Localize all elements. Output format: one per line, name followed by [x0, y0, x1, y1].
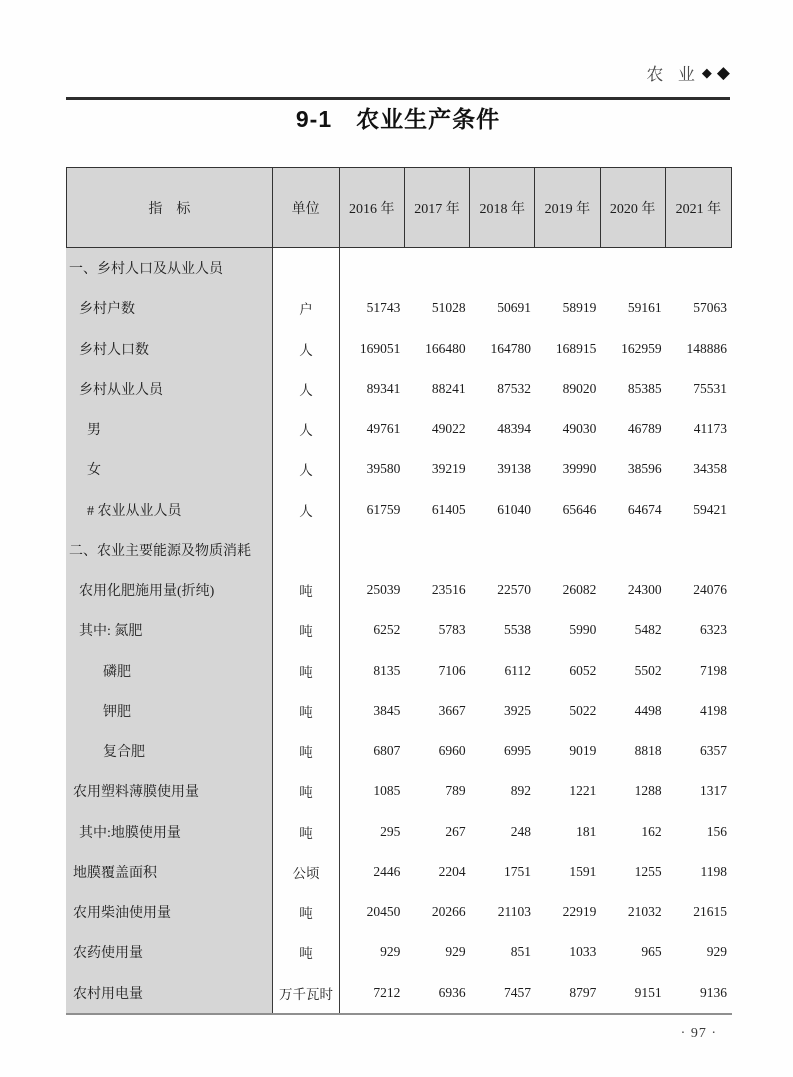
value-cell: 39580: [366, 461, 401, 477]
value-cell: 6112: [504, 662, 531, 678]
unit-cell: 吨: [273, 610, 340, 650]
value-cell: 168915: [555, 340, 597, 356]
value-cell: 61040: [497, 501, 531, 517]
unit-cell: 吨: [273, 812, 340, 852]
value-cell: 295: [380, 823, 401, 839]
table-row: [66, 288, 732, 328]
diamond-icon-small: ◆: [701, 65, 712, 80]
value-cell: [536, 530, 601, 570]
value-cell: 6252: [373, 622, 401, 638]
value-cell: 164780: [490, 340, 531, 356]
value-cell: 6323: [699, 622, 727, 638]
value-cell: 41173: [693, 421, 727, 437]
unit-cell: 人: [273, 369, 340, 409]
header-rule: [66, 97, 730, 100]
value-cell: 23516: [431, 582, 466, 598]
value-cell: 1255: [634, 863, 662, 879]
value-cell: 21032: [627, 904, 662, 920]
value-cell: 156: [706, 823, 727, 839]
value-cell: 50691: [497, 300, 531, 316]
table-row: [66, 892, 732, 932]
value-cell: 51743: [366, 300, 401, 316]
table-row: [66, 852, 732, 892]
value-cell: 38596: [627, 461, 662, 477]
header-year-2019: 2019 年: [535, 168, 600, 247]
value-cell: 5783: [438, 622, 466, 638]
value-cell: 5022: [569, 702, 597, 718]
value-cell: 59161: [627, 300, 662, 316]
data-table: [66, 167, 732, 1015]
header-indicator: 指 标: [67, 168, 273, 247]
unit-cell: 吨: [273, 731, 340, 771]
value-cell: 1317: [699, 783, 727, 799]
value-cell: 89020: [562, 380, 597, 396]
indicator-cell: 农药使用量: [66, 932, 273, 972]
value-cell: 6995: [503, 743, 531, 759]
table-row: [66, 449, 732, 489]
value-cell: 21103: [497, 904, 531, 920]
unit-cell: 户: [273, 288, 340, 328]
page-title: 9-1 农业生产条件: [295, 106, 501, 132]
value-cell: 9019: [569, 743, 597, 759]
value-cell: [667, 530, 732, 570]
indicator-cell: 乡村人口数: [66, 329, 273, 369]
value-cell: 64674: [627, 501, 662, 517]
value-cell: 5502: [634, 662, 662, 678]
table-row: [66, 691, 732, 731]
indicator-cell: 钾肥: [66, 691, 273, 731]
indicator-cell: 磷肥: [66, 651, 273, 691]
table-row: [66, 932, 732, 972]
value-cell: 3925: [503, 702, 531, 718]
table-row: [66, 973, 732, 1013]
value-cell: 34358: [693, 461, 727, 477]
value-cell: 9151: [634, 984, 662, 1000]
value-cell: 1033: [569, 944, 597, 960]
value-cell: 88241: [431, 380, 466, 396]
value-cell: [601, 248, 666, 288]
value-cell: [601, 530, 666, 570]
diamond-icon-large: ◆: [716, 63, 730, 82]
value-cell: 48394: [497, 421, 531, 437]
table-row: [66, 329, 732, 369]
table-row: [66, 530, 732, 570]
unit-cell: 人: [273, 329, 340, 369]
value-cell: 39138: [497, 461, 531, 477]
value-cell: 6936: [438, 984, 466, 1000]
value-cell: 3667: [438, 702, 466, 718]
table-header-row: [66, 167, 732, 248]
value-cell: 3845: [373, 702, 401, 718]
table-row: [66, 570, 732, 610]
value-cell: [340, 248, 405, 288]
value-cell: 5538: [503, 622, 531, 638]
value-cell: 1221: [569, 783, 597, 799]
unit-cell: 吨: [273, 691, 340, 731]
value-cell: 6960: [438, 743, 466, 759]
value-cell: 2446: [373, 863, 401, 879]
value-cell: 20266: [431, 904, 466, 920]
unit-cell: [273, 530, 340, 570]
indicator-cell: 其中:地膜使用量: [66, 812, 273, 852]
value-cell: 49761: [366, 421, 401, 437]
value-cell: 22570: [497, 582, 531, 598]
value-cell: 85385: [627, 380, 662, 396]
value-cell: 162: [641, 823, 662, 839]
indicator-cell: 地膜覆盖面积: [66, 852, 273, 892]
unit-cell: 吨: [273, 892, 340, 932]
chapter-title: 农 业: [646, 65, 697, 84]
value-cell: 851: [510, 944, 531, 960]
value-cell: 7198: [699, 662, 727, 678]
unit-cell: [273, 248, 340, 288]
value-cell: 59421: [693, 501, 727, 517]
value-cell: 181: [576, 823, 597, 839]
indicator-cell: # 农业从业人员: [66, 490, 273, 530]
indicator-cell: 农用化肥施用量(折纯): [66, 570, 273, 610]
unit-cell: 吨: [273, 771, 340, 811]
table-row: [66, 248, 732, 288]
value-cell: 39219: [431, 461, 466, 477]
value-cell: [340, 530, 405, 570]
header-unit: 单位: [273, 168, 340, 247]
indicator-cell: 农用柴油使用量: [66, 892, 273, 932]
table-row: [66, 409, 732, 449]
indicator-cell: 农村用电量: [66, 973, 273, 1013]
header-year-2021: 2021 年: [675, 201, 722, 217]
table-row: [66, 731, 732, 771]
indicator-cell: 二、农业主要能源及物质消耗: [66, 530, 273, 570]
value-cell: 267: [445, 823, 466, 839]
header-year-2018: 2018 年: [470, 168, 535, 247]
table-row: [66, 812, 732, 852]
value-cell: 789: [445, 783, 466, 799]
value-cell: [536, 248, 601, 288]
indicator-cell: 乡村从业人员: [66, 369, 273, 409]
value-cell: 5482: [634, 622, 662, 638]
value-cell: 892: [510, 783, 531, 799]
value-cell: 9136: [699, 984, 727, 1000]
value-cell: 75531: [693, 380, 727, 396]
header-year-2017: 2017 年: [405, 168, 470, 247]
value-cell: 26082: [562, 582, 597, 598]
value-cell: 6052: [569, 662, 597, 678]
value-cell: [405, 248, 470, 288]
unit-cell: 人: [273, 409, 340, 449]
value-cell: 4198: [699, 702, 727, 718]
value-cell: 8818: [634, 743, 662, 759]
value-cell: 7212: [373, 984, 401, 1000]
value-cell: 57063: [693, 300, 727, 316]
value-cell: 61405: [431, 501, 466, 517]
value-cell: 51028: [431, 300, 466, 316]
value-cell: 1591: [569, 863, 597, 879]
indicator-cell: 一、乡村人口及从业人员: [66, 248, 273, 288]
header-year-2020: 2020 年: [601, 168, 666, 247]
unit-cell: 人: [273, 490, 340, 530]
value-cell: 8135: [373, 662, 401, 678]
value-cell: 5990: [569, 622, 597, 638]
value-cell: 929: [706, 944, 727, 960]
indicator-cell: 男: [66, 409, 273, 449]
value-cell: [471, 248, 536, 288]
value-cell: 89341: [366, 380, 401, 396]
unit-cell: 公顷: [273, 852, 340, 892]
indicator-cell: 复合肥: [66, 731, 273, 771]
value-cell: 24300: [627, 582, 662, 598]
value-cell: 22919: [562, 904, 597, 920]
value-cell: 39990: [562, 461, 597, 477]
indicator-cell: 农用塑料薄膜使用量: [66, 771, 273, 811]
table-row: [66, 651, 732, 691]
value-cell: 25039: [366, 582, 401, 598]
value-cell: 21615: [693, 904, 727, 920]
value-cell: 7106: [438, 662, 466, 678]
value-cell: [667, 248, 732, 288]
value-cell: 49030: [562, 421, 597, 437]
unit-cell: 吨: [273, 932, 340, 972]
indicator-cell: 其中: 氮肥: [66, 610, 273, 650]
table-row: [66, 369, 732, 409]
table-row: [66, 610, 732, 650]
value-cell: 965: [641, 944, 662, 960]
value-cell: 169051: [359, 340, 401, 356]
value-cell: 1085: [373, 783, 401, 799]
value-cell: 6357: [699, 743, 727, 759]
unit-cell: 人: [273, 449, 340, 489]
value-cell: 2204: [438, 863, 466, 879]
chapter-header: [646, 60, 730, 85]
value-cell: 46789: [627, 421, 662, 437]
value-cell: 248: [510, 823, 531, 839]
value-cell: 929: [380, 944, 401, 960]
value-cell: 61759: [366, 501, 401, 517]
value-cell: 1751: [503, 863, 531, 879]
value-cell: 24076: [693, 582, 727, 598]
value-cell: 6807: [373, 743, 401, 759]
value-cell: 20450: [366, 904, 401, 920]
indicator-cell: 乡村户数: [66, 288, 273, 328]
value-cell: 148886: [686, 340, 727, 356]
value-cell: 166480: [425, 340, 466, 356]
unit-cell: 吨: [273, 651, 340, 691]
header-year-2016: 2016 年: [340, 168, 405, 247]
value-cell: 49022: [431, 421, 466, 437]
value-cell: 929: [445, 944, 466, 960]
unit-cell: 万千瓦时: [273, 973, 340, 1013]
value-cell: 4498: [634, 702, 662, 718]
value-cell: [405, 530, 470, 570]
value-cell: 65646: [562, 501, 597, 517]
table-body: [66, 248, 732, 1015]
unit-cell: 吨: [273, 570, 340, 610]
value-cell: 8797: [569, 984, 597, 1000]
value-cell: 1288: [634, 783, 662, 799]
value-cell: 162959: [621, 340, 662, 356]
value-cell: [471, 530, 536, 570]
page-number: · 97 ·: [680, 1026, 717, 1041]
value-cell: 7457: [503, 984, 531, 1000]
value-cell: 87532: [497, 380, 531, 396]
value-cell: 1198: [700, 863, 727, 879]
table-row: [66, 490, 732, 530]
table-row: [66, 771, 732, 811]
indicator-cell: 女: [66, 449, 273, 489]
value-cell: 58919: [562, 300, 597, 316]
